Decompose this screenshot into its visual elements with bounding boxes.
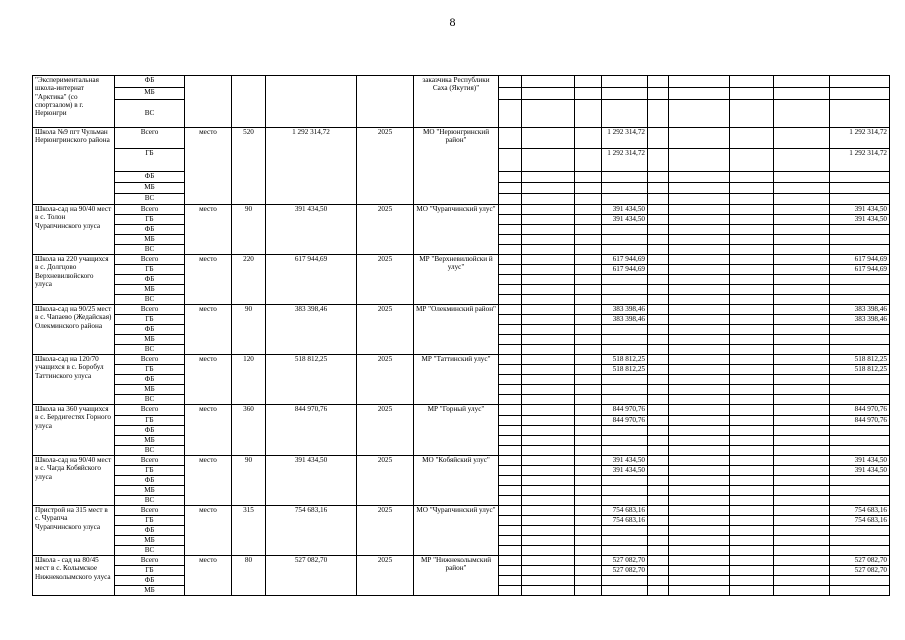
amount-total: 383 398,46: [602, 305, 648, 315]
amount-gb: 617 944,69: [602, 265, 648, 275]
object-name: Школа-сад на 90/40 мест в с. Чагда Кобяйского улуса: [33, 456, 115, 506]
customer: МР "Таттинский улус": [414, 355, 499, 405]
funding-source: ГБ: [115, 466, 185, 476]
funding-source: ФБ: [115, 275, 185, 285]
amount-year-total: 617 944,69: [830, 255, 890, 265]
year: 2025: [357, 456, 414, 506]
object-name: "Экспериментальная школа-интернат "Арктика" (со спортзалом) в г. Нерюнгри: [33, 76, 115, 128]
amount-year-total: 1 292 314,72: [830, 128, 890, 149]
funding-source: МБ: [115, 88, 185, 100]
funding-source: МБ: [115, 536, 185, 546]
object-name: Школа на 220 учащихся в с. Долгцово Верхневилюйского улуса: [33, 255, 115, 305]
cost: 1 292 314,72: [266, 128, 357, 205]
funding-source: ФБ: [115, 76, 185, 88]
customer: МР "Олекминский район": [414, 305, 499, 355]
customer: МО "Чурапчинский улус": [414, 506, 499, 556]
table-row: [33, 355, 890, 365]
cost: 383 398,46: [266, 305, 357, 355]
amount-gb: 1 292 314,72: [602, 149, 648, 172]
amount-total: 391 434,50: [602, 205, 648, 215]
funding-source: Всего: [115, 506, 185, 516]
funding-source: ВС: [115, 194, 185, 205]
unit: место: [185, 305, 232, 355]
amount-year-gb: 1 292 314,72: [830, 149, 890, 172]
funding-source: ГБ: [115, 516, 185, 526]
object-name: Школа-сад на 120/70 учащихся в с. Боробул Таттинского улуса: [33, 355, 115, 405]
amount-total: 518 812,25: [602, 355, 648, 365]
funding-source: ФБ: [115, 476, 185, 486]
capacity: 520: [232, 128, 266, 205]
amount-total: 844 970,76: [602, 405, 648, 416]
cost: 391 434,50: [266, 205, 357, 255]
table-row: [33, 76, 890, 88]
capacity: 360: [232, 405, 266, 456]
unit: место: [185, 506, 232, 556]
funding-source: ГБ: [115, 215, 185, 225]
funding-source: ВС: [115, 546, 185, 556]
funding-source: МБ: [115, 285, 185, 295]
cost: 527 082,70: [266, 556, 357, 596]
customer: МР "Нижнеколымский район": [414, 556, 499, 596]
cost: 754 683,16: [266, 506, 357, 556]
unit: место: [185, 205, 232, 255]
object-name: Школа - сад на 80/45 мест в с. Колымское Нижнеколымского улуса: [33, 556, 115, 596]
funding-source: Всего: [115, 556, 185, 566]
funding-source: МБ: [115, 586, 185, 596]
funding-source: ФБ: [115, 526, 185, 536]
objects-table: [32, 75, 890, 596]
funding-source: ВС: [115, 496, 185, 506]
funding-source: ВС: [115, 395, 185, 405]
amount-gb: 391 434,50: [602, 215, 648, 225]
table-row: [33, 405, 890, 416]
funding-source: Всего: [115, 205, 185, 215]
funding-source: ВС: [115, 295, 185, 305]
funding-source: ФБ: [115, 325, 185, 335]
year: 2025: [357, 305, 414, 355]
table-row: [33, 255, 890, 265]
amount-year-gb: 391 434,50: [830, 215, 890, 225]
object-name: Школа на 360 учащихся в с. Бердигестях Горного улуса: [33, 405, 115, 456]
year: 2025: [357, 556, 414, 596]
cost: 844 970,76: [266, 405, 357, 456]
unit: место: [185, 355, 232, 405]
funding-source: ФБ: [115, 172, 185, 183]
table-row: [33, 205, 890, 215]
amount-total: 527 082,70: [602, 556, 648, 566]
table-row: [33, 128, 890, 149]
amount-year-gb: 391 434,50: [830, 466, 890, 476]
customer: МО "Нерюнгринский район": [414, 128, 499, 205]
capacity: 80: [232, 556, 266, 596]
funding-source: ГБ: [115, 149, 185, 172]
funding-source: ФБ: [115, 225, 185, 235]
unit: место: [185, 255, 232, 305]
amount-year-gb: 383 398,46: [830, 315, 890, 325]
capacity: 90: [232, 305, 266, 355]
amount-gb: 383 398,46: [602, 315, 648, 325]
amount-year-total: 383 398,46: [830, 305, 890, 315]
funding-source: Всего: [115, 456, 185, 466]
funding-source: ГБ: [115, 315, 185, 325]
cost: 518 812,25: [266, 355, 357, 405]
page-number: 8: [449, 15, 456, 29]
amount-gb: 754 683,16: [602, 516, 648, 526]
amount-year-gb: 754 683,16: [830, 516, 890, 526]
table-row: [33, 506, 890, 516]
funding-source: ФБ: [115, 576, 185, 586]
year: 2025: [357, 255, 414, 305]
amount-total: 391 434,50: [602, 456, 648, 466]
funding-source: ФБ: [115, 426, 185, 436]
object-name: Пристрой на 315 мест в с. Чурапча Чурапчинского улуса: [33, 506, 115, 556]
funding-source: МБ: [115, 436, 185, 446]
funding-source: ВС: [115, 446, 185, 456]
cost: 617 944,69: [266, 255, 357, 305]
amount-gb: 844 970,76: [602, 416, 648, 426]
funding-source: МБ: [115, 486, 185, 496]
capacity: 90: [232, 456, 266, 506]
funding-source: ГБ: [115, 265, 185, 275]
year: 2025: [357, 205, 414, 255]
amount-year-total: 391 434,50: [830, 205, 890, 215]
amount-year-total: 754 683,16: [830, 506, 890, 516]
funding-source: Всего: [115, 355, 185, 365]
amount-year-total: 527 082,70: [830, 556, 890, 566]
funding-source: ГБ: [115, 416, 185, 426]
amount-gb: 527 082,70: [602, 566, 648, 576]
funding-source: ГБ: [115, 566, 185, 576]
year: 2025: [357, 506, 414, 556]
funding-source: ВС: [115, 345, 185, 355]
unit: место: [185, 128, 232, 205]
amount-year-total: 844 970,76: [830, 405, 890, 416]
customer: МР "Верхневилюйски й улус": [414, 255, 499, 305]
capacity: 90: [232, 205, 266, 255]
table-row: [33, 456, 890, 466]
capacity: 120: [232, 355, 266, 405]
amount-year-gb: 527 082,70: [830, 566, 890, 576]
amount-year-gb: 617 944,69: [830, 265, 890, 275]
funding-source: Всего: [115, 305, 185, 315]
amount-total: 617 944,69: [602, 255, 648, 265]
customer: МО "Чурапчинский улус": [414, 205, 499, 255]
unit: место: [185, 405, 232, 456]
year: 2025: [357, 405, 414, 456]
funding-source: МБ: [115, 385, 185, 395]
funding-source: ВС: [115, 245, 185, 255]
amount-total: 1 292 314,72: [602, 128, 648, 149]
funding-source: Всего: [115, 405, 185, 416]
amount-year-gb: 518 812,25: [830, 365, 890, 375]
amount-year-total: 518 812,25: [830, 355, 890, 365]
table-row: [33, 556, 890, 566]
funding-source: ВС: [115, 100, 185, 128]
capacity: 315: [232, 506, 266, 556]
unit: место: [185, 556, 232, 596]
amount-year-total: 391 434,50: [830, 456, 890, 466]
customer: заказчика Республики Саха (Якутия)": [414, 76, 499, 128]
amount-gb: 518 812,25: [602, 365, 648, 375]
unit: место: [185, 456, 232, 506]
amount-total: 754 683,16: [602, 506, 648, 516]
funding-source: ФБ: [115, 375, 185, 385]
object-name: Школа-сад на 90/40 мест в с. Толон Чурапчинского улуса: [33, 205, 115, 255]
funding-source: МБ: [115, 335, 185, 345]
funding-source: Всего: [115, 128, 185, 149]
year: 2025: [357, 355, 414, 405]
object-name: Школа-сад на 90/25 мест в с. Чапаево (Жедайская) Олекминского района: [33, 305, 115, 355]
object-name: Школа №9 пгт Чульман Нерюнгринского района: [33, 128, 115, 205]
table-body: [33, 76, 890, 596]
cost: 391 434,50: [266, 456, 357, 506]
funding-source: Всего: [115, 255, 185, 265]
table-row: [33, 305, 890, 315]
amount-gb: 391 434,50: [602, 466, 648, 476]
funding-source: МБ: [115, 235, 185, 245]
year: 2025: [357, 128, 414, 205]
customer: МР "Горный улус": [414, 405, 499, 456]
funding-source: ГБ: [115, 365, 185, 375]
customer: МО "Кобяйский улус": [414, 456, 499, 506]
amount-year-gb: 844 970,76: [830, 416, 890, 426]
capacity: 220: [232, 255, 266, 305]
funding-source: МБ: [115, 183, 185, 194]
